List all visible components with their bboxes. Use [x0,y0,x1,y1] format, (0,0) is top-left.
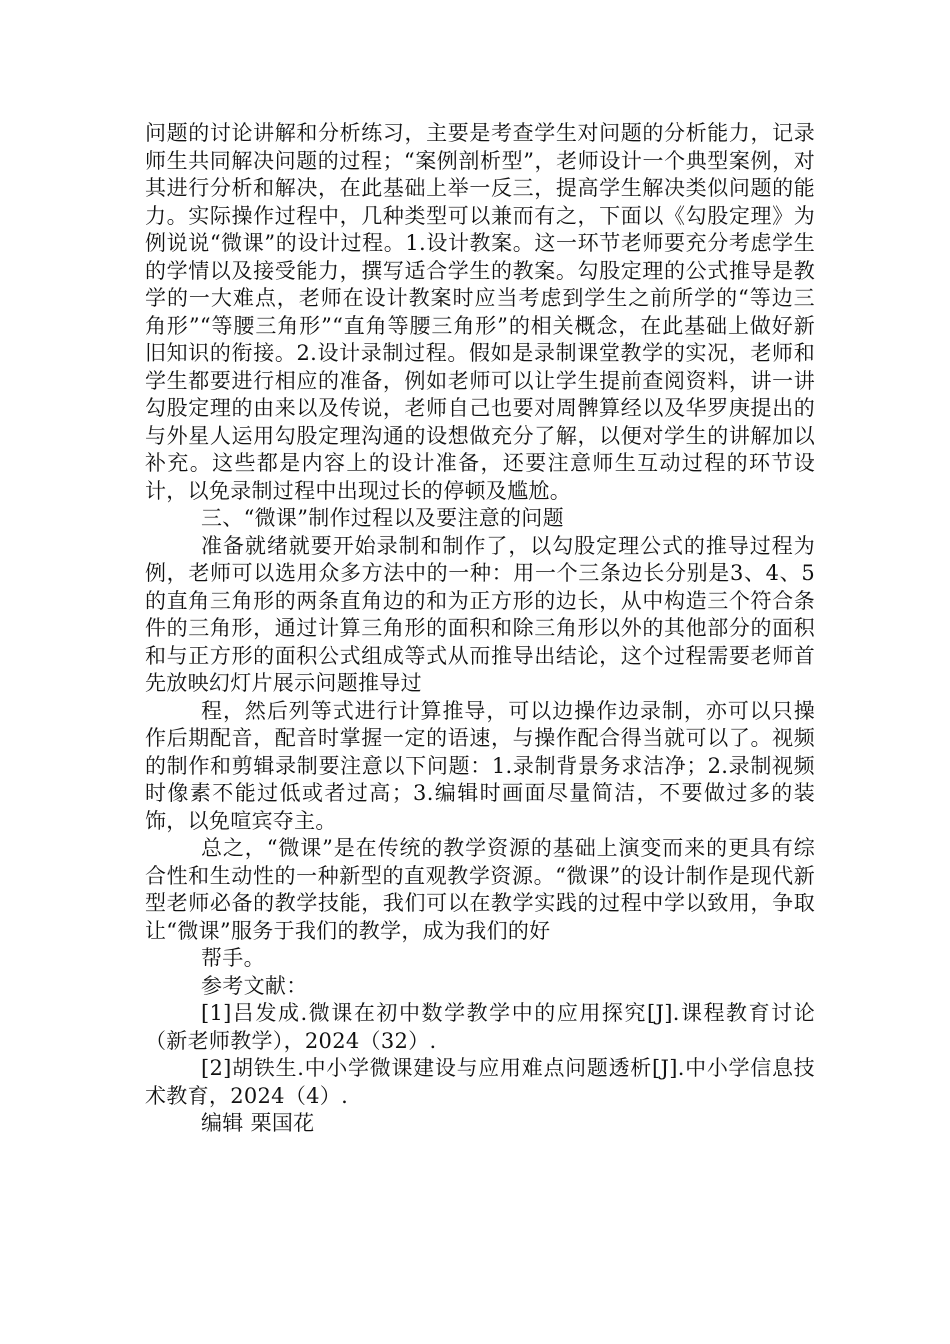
paragraph-conclusion-end: 帮手。 [201,946,265,970]
paragraph-recording-notes: 程，然后列等式进行计算推导，可以边操作边录制，亦可以只操作后期配音，配音时掌握一定的语速，与操作配合得当就可以了。视频的制作和剪辑录制要注意以下问题：1.录制背景务求洁净；2.录制视频时像素不能过低或者过高；3.编辑时画面尽量简洁，不要做过多的装饰，以免喧宾夺主。 [145,698,815,833]
editor-credit: 编辑 栗国花 [201,1111,315,1135]
reference-item-2: [2]胡铁生.中小学微课建设与应用难点问题透析[J].中小学信息技术教育，2024（4）. [145,1056,815,1108]
paragraph-design-process: 问题的讨论讲解和分析练习，主要是考查学生对问题的分析能力，记录师生共同解决问题的过程；“案例剖析型”，老师设计一个典型案例，对其进行分析和解决，在此基础上举一反三，提高学生解决类似问题的能力。实际操作过程中，几种类型可以兼而有之，下面以《勾股定理》为例说说“微课”的设计过程。1.设计教案。这一环节老师要充分考虑学生的学情以及接受能力，撰写适合学生的教案。勾股定理的公式推导是教学的一大难点，老师在设计教案时应当考虑到学生之前所学的“等边三角形”“等腰三角形”“直角等腰三角形”的相关概念，在此基础上做好新旧知识的衔接。2.设计录制过程。假如是录制课堂教学的实况，老师和学生都要进行相应的准备，例如老师可以让学生提前查阅资料，讲一讲勾股定理的由来以及传说，老师自己也要对周髀算经以及华罗庚提出的与外星人运用勾股定理沟通的设想做充分了解，以便对学生的讲解加以补充。这些都是内容上的设计准备，还要注意师生互动过程的环节设计，以免录制过程中出现过长的停顿及尴尬。 [145,121,815,503]
paragraph-conclusion: 总之，“微课”是在传统的教学资源的基础上演变而来的更具有综合性和生动性的一种新型的直观教学资源。“微课”的设计制作是现代新型老师必备的教学技能，我们可以在教学实践的过程中学以致用，争取让“微课”服务于我们的教学，成为我们的好 [145,836,815,943]
reference-item-1: [1]吕发成.微课在初中数学教学中的应用探究[J].课程教育讨论（新老师教学），2024（32）. [145,1001,815,1053]
paragraph-production: 准备就绪就要开始录制和制作了，以勾股定理公式的推导过程为例，老师可以选用众多方法中的一种：用一个三条边长分别是3、4、5的直角三角形的两条直角边的和为正方形的边长，从中构造三个符合条件的三角形，通过计算三角形的面积和除三角形以外的其他部分的面积和与正方形的面积公式组成等式从而推导出结论，这个过程需要老师首先放映幻灯片展示问题推导过 [145,533,815,695]
section-heading-3: 三、“微课”制作过程以及要注意的问题 [201,506,564,530]
references-title: 参考文献： [201,973,308,998]
document-page [145,120,815,1138]
